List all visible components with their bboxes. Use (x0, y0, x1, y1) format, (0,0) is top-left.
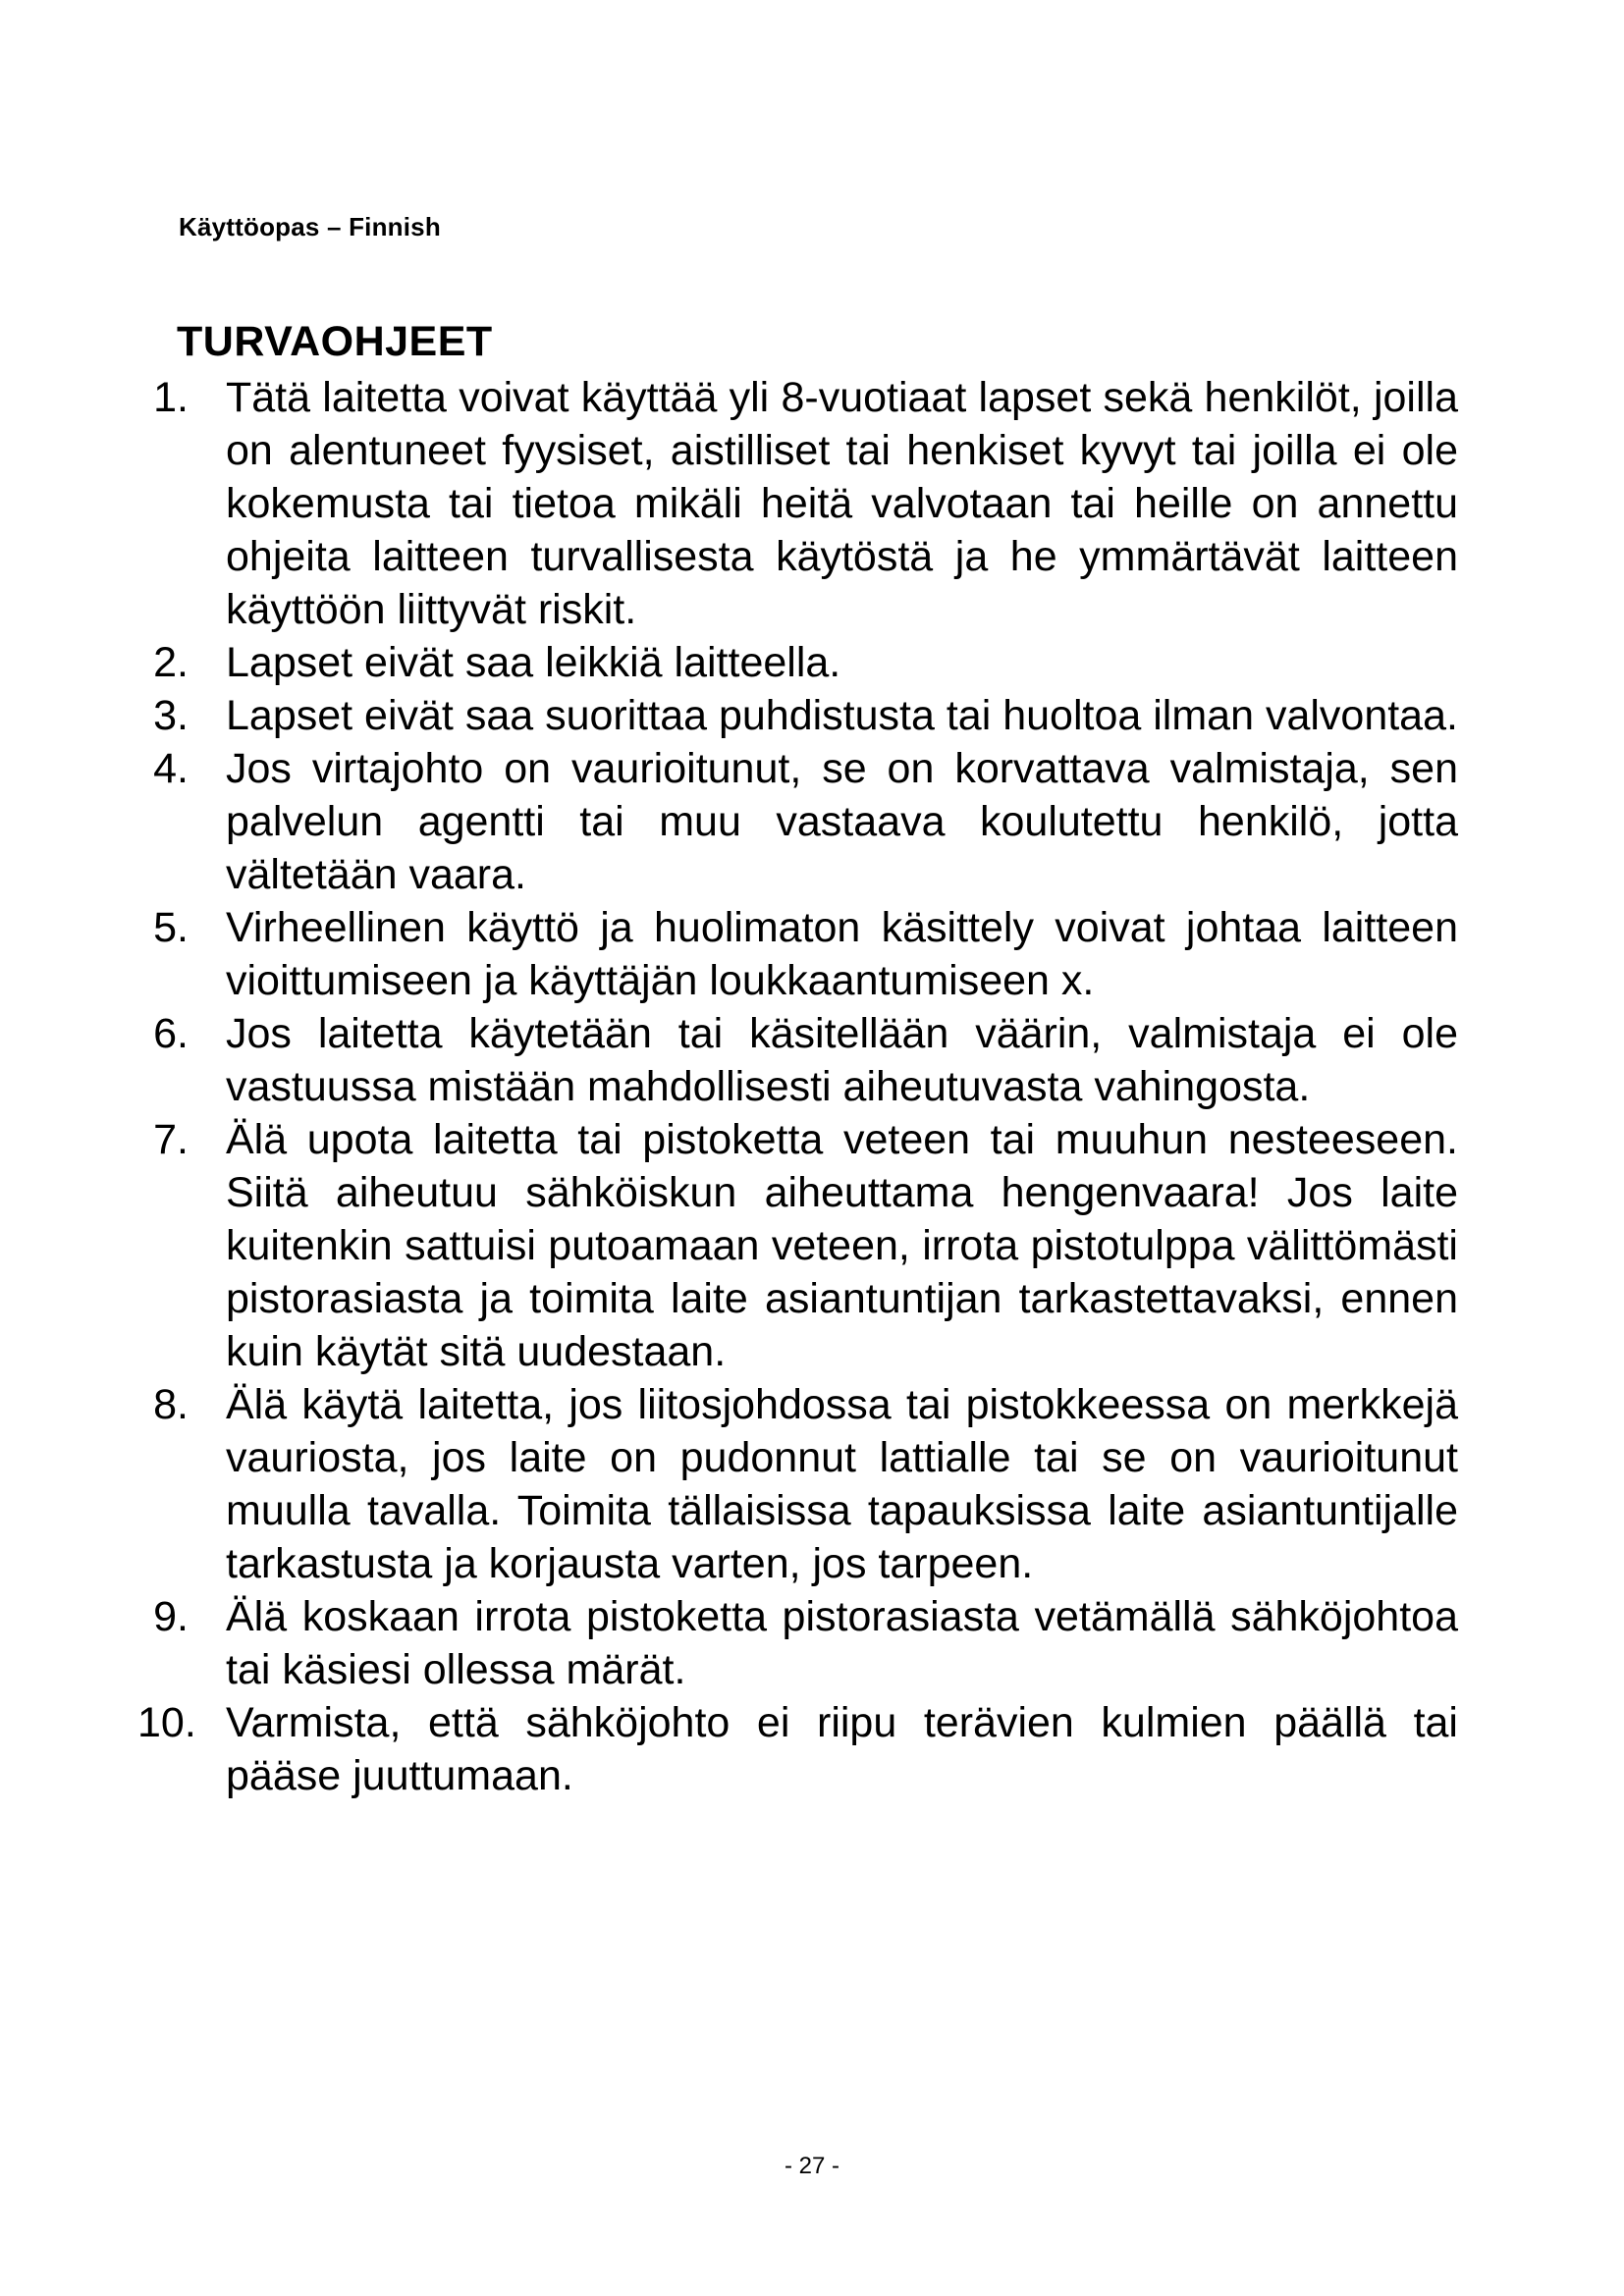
item-number: 10. (137, 1699, 196, 1746)
list-item (137, 636, 1458, 689)
item-text: Älä koskaan irrota pistoketta pistorasiasta vetämällä sähköjohtoa tai käsiesi ollessa märät. (226, 1593, 1458, 1693)
safety-instructions-list (137, 371, 1458, 1802)
item-text: Jos laitetta käytetään tai käsitellään väärin, valmistaja ei ole vastuussa mistään mahdollisesti aiheutuvasta vahingosta. (226, 1010, 1458, 1110)
list-item (137, 1113, 1458, 1378)
list-item (137, 689, 1458, 742)
item-text: Varmista, että sähköjohto ei riipu terävien kulmien päällä tai pääse juuttumaan. (226, 1699, 1458, 1799)
list-item (137, 1007, 1458, 1113)
section-title: TURVAOHJEET (177, 318, 493, 365)
list-item (137, 1378, 1458, 1590)
item-number: 8. (153, 1381, 189, 1428)
item-text: Lapset eivät saa suorittaa puhdistusta tai huoltoa ilman valvontaa. (226, 692, 1458, 739)
list-item (137, 1590, 1458, 1696)
item-text: Tätä laitetta voivat käyttää yli 8-vuotiaat lapset sekä henkilöt, joilla on alentuneet fyysiset, aistilliset tai henkiset kyvyt tai joilla ei ole kokemusta tai tietoa mikäli heitä valvotaan tai heille on annettu ohjeita laitteen turvallisesta käytöstä ja he ymmärtävät laitteen käyttöön liittyvät riskit. (226, 374, 1458, 633)
list-item (137, 371, 1458, 636)
item-number: 4. (153, 745, 189, 792)
item-text: Älä käytä laitetta, jos liitosjohdossa tai pistokkeessa on merkkejä vauriosta, jos laite on pudonnut lattialle tai se on vaurioitunut muulla tavalla. Toimita tällaisissa tapauksissa laite asiantuntijalle tarkastusta ja korjausta varten, jos tarpeen. (226, 1381, 1458, 1587)
document-header: Käyttöopas – Finnish (179, 212, 441, 241)
item-number: 6. (153, 1010, 189, 1057)
list-item (137, 901, 1458, 1007)
list-item (137, 1696, 1458, 1802)
item-number: 1. (153, 374, 189, 421)
item-text: Virheellinen käyttö ja huolimaton käsittely voivat johtaa laitteen vioittumiseen ja käyttäjän loukkaantumiseen x. (226, 904, 1458, 1004)
item-text: Älä upota laitetta tai pistoketta veteen tai muuhun nesteeseen. Siitä aiheutuu sähköiskun aiheuttama hengenvaara! Jos laite kuitenkin sattuisi putoamaan veteen, irrota pistotulppa välittömästi pistorasiasta ja toimita laite asiantuntijan tarkastettavaksi, ennen kuin käytät sitä uudestaan. (226, 1116, 1458, 1375)
item-text: Jos virtajohto on vaurioitunut, se on korvattava valmistaja, sen palvelun agentti tai muu vastaava koulutettu henkilö, jotta vältetään vaara. (226, 745, 1458, 898)
item-number: 2. (153, 639, 189, 686)
list-item (137, 742, 1458, 901)
item-number: 9. (153, 1593, 189, 1640)
item-text: Lapset eivät saa leikkiä laitteella. (226, 639, 841, 686)
item-number: 5. (153, 904, 189, 951)
item-number: 3. (153, 692, 189, 739)
page-number: - 27 - (784, 2153, 839, 2179)
item-number: 7. (153, 1116, 189, 1163)
